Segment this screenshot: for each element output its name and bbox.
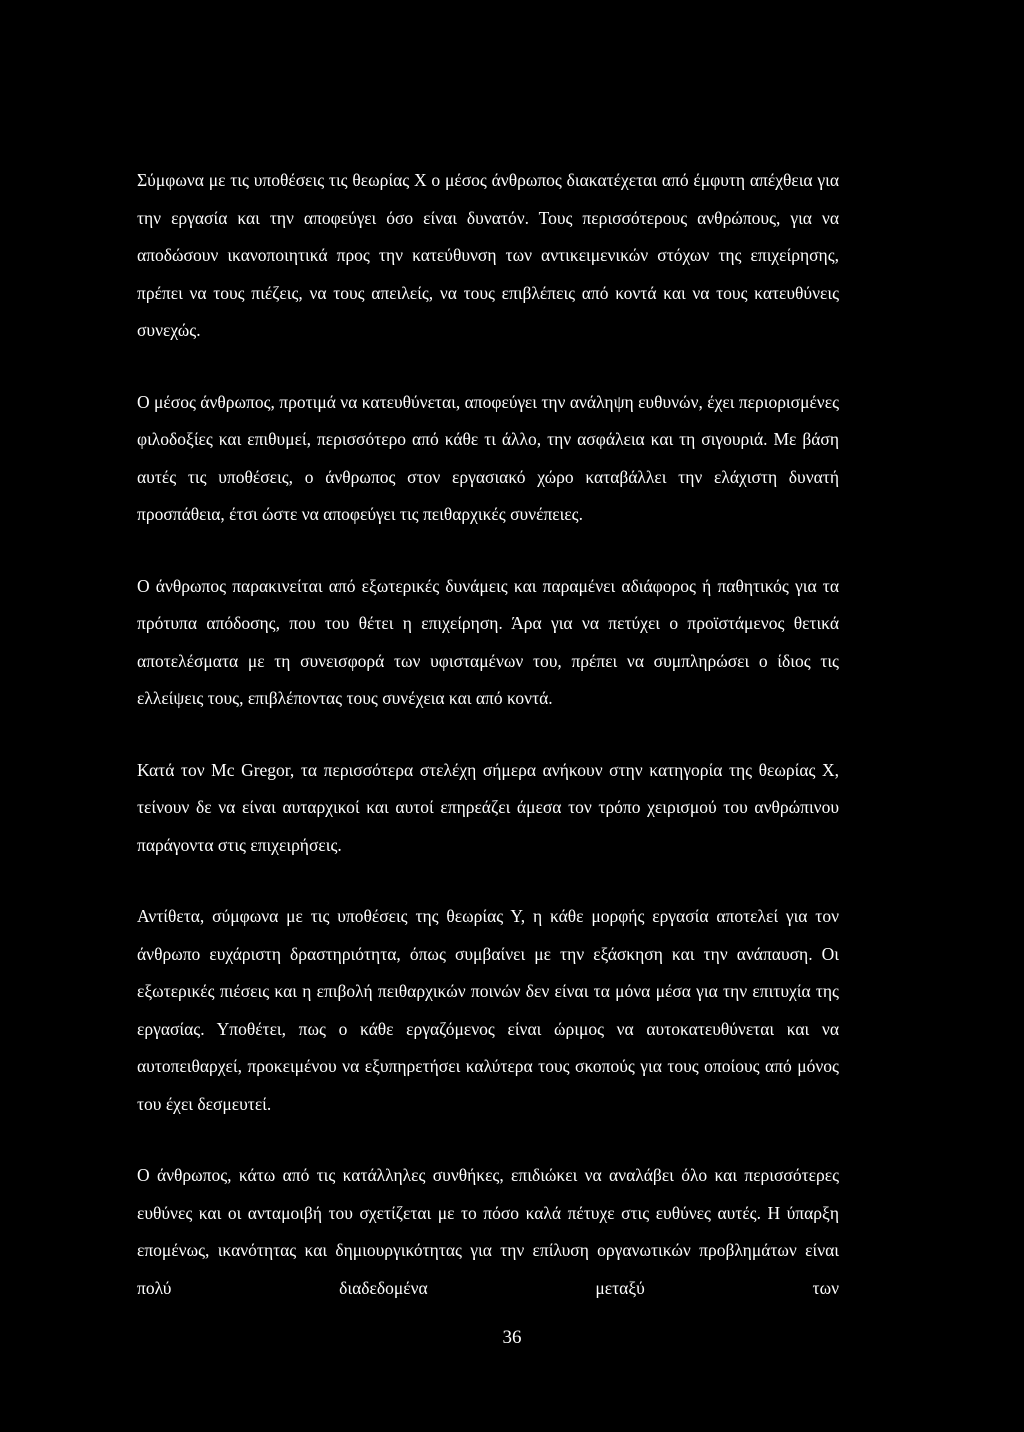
paragraph-3: Ο άνθρωπος παρακινείται από εξωτερικές δυνάμεις και παραμένει αδιάφορος ή παθητικός για τα πρότυπα απόδοσης, που του θέτει η επιχείρηση. Άρα για να πετύχει ο προϊστάμενος θετικά αποτελέσματα με τη συνεισφορά των υφισταμένων του, πρέπει να συμπληρώσει ο ίδιος τις ελλείψεις τους, επιβλέποντας τους συνέχεια και από κοντά.	[137, 575, 839, 708]
page-number: 36	[502, 1327, 522, 1348]
paragraph-5: Αντίθετα, σύμφωνα με τις υποθέσεις της θεωρίας Υ, η κάθε μορφής εργασία αποτελεί για τον άνθρωπο ευχάριστη δραστηριότητα, όπως συμβαίνει με την εξάσκηση και την ανάπαυση. Οι εξωτερικές πιέσεις και η επιβολή πειθαρχικών ποινών δεν είναι τα μόνα μέσα για την επιτυχία της εργασίας. Υποθέτει, πως ο κάθε εργαζόμενος είναι ώριμος να αυτοκατευθύνεται και να αυτοπειθαρχεί, προκειμένου να εξυπηρετήσει καλύτερα τους σκοπούς για τους οποίους από μόνος του έχει δεσμευτεί.	[137, 906, 839, 1114]
paragraph-1: Σύμφωνα με τις υποθέσεις τις θεωρίας Χ ο μέσος άνθρωπος διακατέχεται από έμφυτη απέχθεια για την εργασία και την αποφεύγει όσο είναι δυνατόν. Τους περισσότερους ανθρώπους, για να αποδώσουν ικανοποιητικά προς την κατεύθυνση των αντικειμενικών στόχων της επιχείρησης, πρέπει να τους πιέζεις, να τους απειλείς, να τους επιβλέπεις από κοντά και να τους κατευθύνεις συνεχώς.	[137, 170, 839, 340]
body-text	[137, 162, 839, 1341]
paragraph-2: Ο μέσος άνθρωπος, προτιμά να κατευθύνεται, αποφεύγει την ανάληψη ευθυνών, έχει περιορισμένες φιλοδοξίες και επιθυμεί, περισσότερο από κάθε τι άλλο, την ασφάλεια και τη σιγουριά. Με βάση αυτές τις υποθέσεις, ο άνθρωπος στον εργασιακό χώρο καταβάλλει την ελάχιστη δυνατή προσπάθεια, έτσι ώστε να αποφεύγει τις πειθαρχικές συνέπειες.	[137, 391, 839, 524]
paragraph-4: Κατά τον Mc Gregor, τα περισσότερα στελέχη σήμερα ανήκουν στην κατηγορία της θεωρίας Χ, τείνουν δε να είναι αυταρχικοί και αυτοί επηρεάζει άμεσα τον τρόπο χειρισμού του ανθρώπινου παράγοντα στις επιχειρήσεις.	[137, 759, 839, 855]
paragraph-6: Ο άνθρωπος, κάτω από τις κατάλληλες συνθήκες, επιδιώκει να αναλάβει όλο και περισσότερες ευθύνες και οι ανταμοιβή του σχετίζεται με το πόσο καλά πέτυχε στις ευθύνες αυτές. Η ύπαρξη επομένως, ικανότητας και δημιουργικότητας για την επίλυση οργανωτικών προβλημάτων είναι πολύ διαδεδομένα μεταξύ των	[137, 1165, 839, 1298]
